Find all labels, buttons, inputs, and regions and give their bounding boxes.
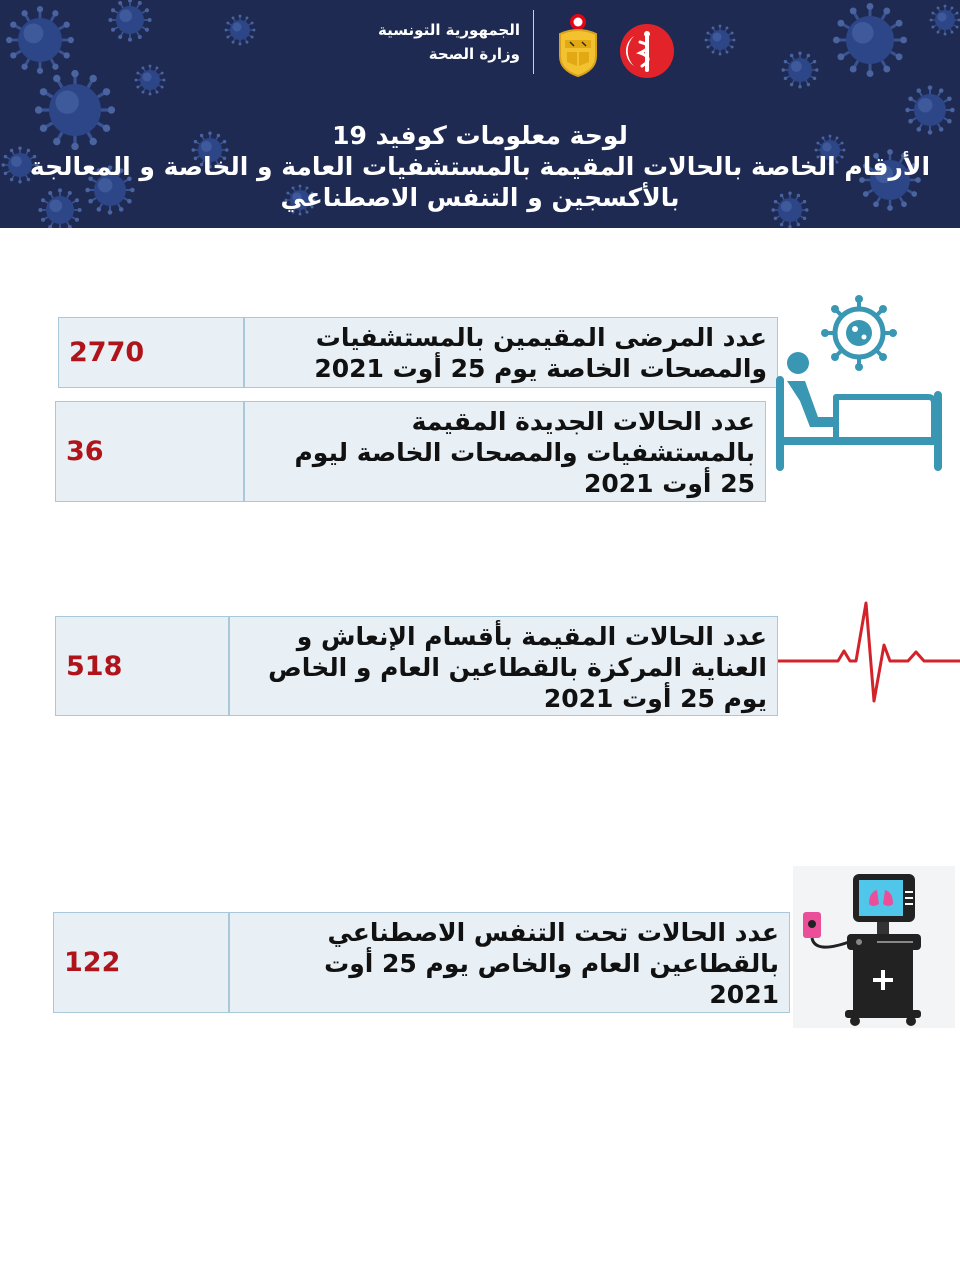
stat-card-ventilation	[53, 912, 790, 1013]
stat-label-line: العناية المركزة بالقطاعين العام و الخاص	[268, 653, 767, 682]
stat-label	[241, 318, 777, 387]
virus-decoration	[225, 15, 256, 46]
stat-label	[243, 402, 765, 501]
stat-label-line: 2021	[709, 980, 779, 1009]
virus-decoration	[108, 0, 151, 42]
virus-decoration	[930, 5, 960, 36]
title-line-3: بالأكسجين و التنفس الاصطناعي	[280, 183, 680, 212]
virus-icon	[821, 295, 897, 371]
stat-label	[228, 617, 777, 715]
page-title	[0, 120, 960, 213]
stat-card-hospitalized	[58, 317, 778, 388]
stat-label-line: عدد الحالات المقيمة بأقسام الإنعاش و	[296, 622, 767, 651]
stat-label-line: بالمستشفيات والمصحات الخاصة ليوم	[294, 438, 755, 467]
virus-decoration	[833, 3, 907, 77]
stat-card-new-cases	[55, 401, 766, 502]
virus-decoration	[6, 6, 74, 74]
stat-value: 36	[66, 436, 104, 467]
title-line-2: الأرقام الخاصة بالحالات المقيمة بالمستشفيات العامة و الخاصة و المعالجة	[29, 152, 931, 181]
header-divider	[533, 10, 534, 74]
virus-decoration	[781, 51, 818, 88]
stat-value: 518	[66, 650, 123, 682]
stat-card-icu	[55, 616, 778, 716]
title-line-1: لوحة معلومات كوفيد 19	[332, 121, 628, 150]
tunisia-emblem-icon	[553, 12, 603, 78]
stat-label-line: يوم 25 أوت 2021	[543, 684, 767, 713]
hospital-bed-patient-icon	[770, 295, 945, 475]
stat-label-line: والمصحات الخاصة يوم 25 أوت 2021	[314, 354, 767, 383]
virus-decoration	[705, 25, 736, 56]
ministry-name: وزارة الصحة	[428, 45, 520, 63]
header-banner	[0, 0, 960, 228]
stat-value: 2770	[69, 337, 145, 368]
ventilator-icon	[793, 866, 955, 1028]
stat-label	[228, 913, 789, 1012]
stat-label-line: عدد الحالات الجديدة المقيمة	[411, 407, 755, 436]
republic-name: الجمهورية التونسية	[378, 21, 520, 39]
health-ministry-logo-icon	[618, 22, 676, 80]
stat-label-line: 25 أوت 2021	[583, 469, 755, 498]
stat-label-line: عدد الحالات تحت التنفس الاصطناعي	[327, 918, 779, 947]
government-name	[340, 18, 520, 66]
heartbeat-icon	[778, 595, 960, 707]
stat-value: 122	[64, 947, 121, 978]
virus-decoration	[135, 65, 166, 96]
stat-label-line: بالقطاعين العام والخاص يوم 25 أوت	[324, 949, 779, 978]
stat-label-line: عدد المرضى المقيمين بالمستشفيات	[315, 323, 767, 352]
